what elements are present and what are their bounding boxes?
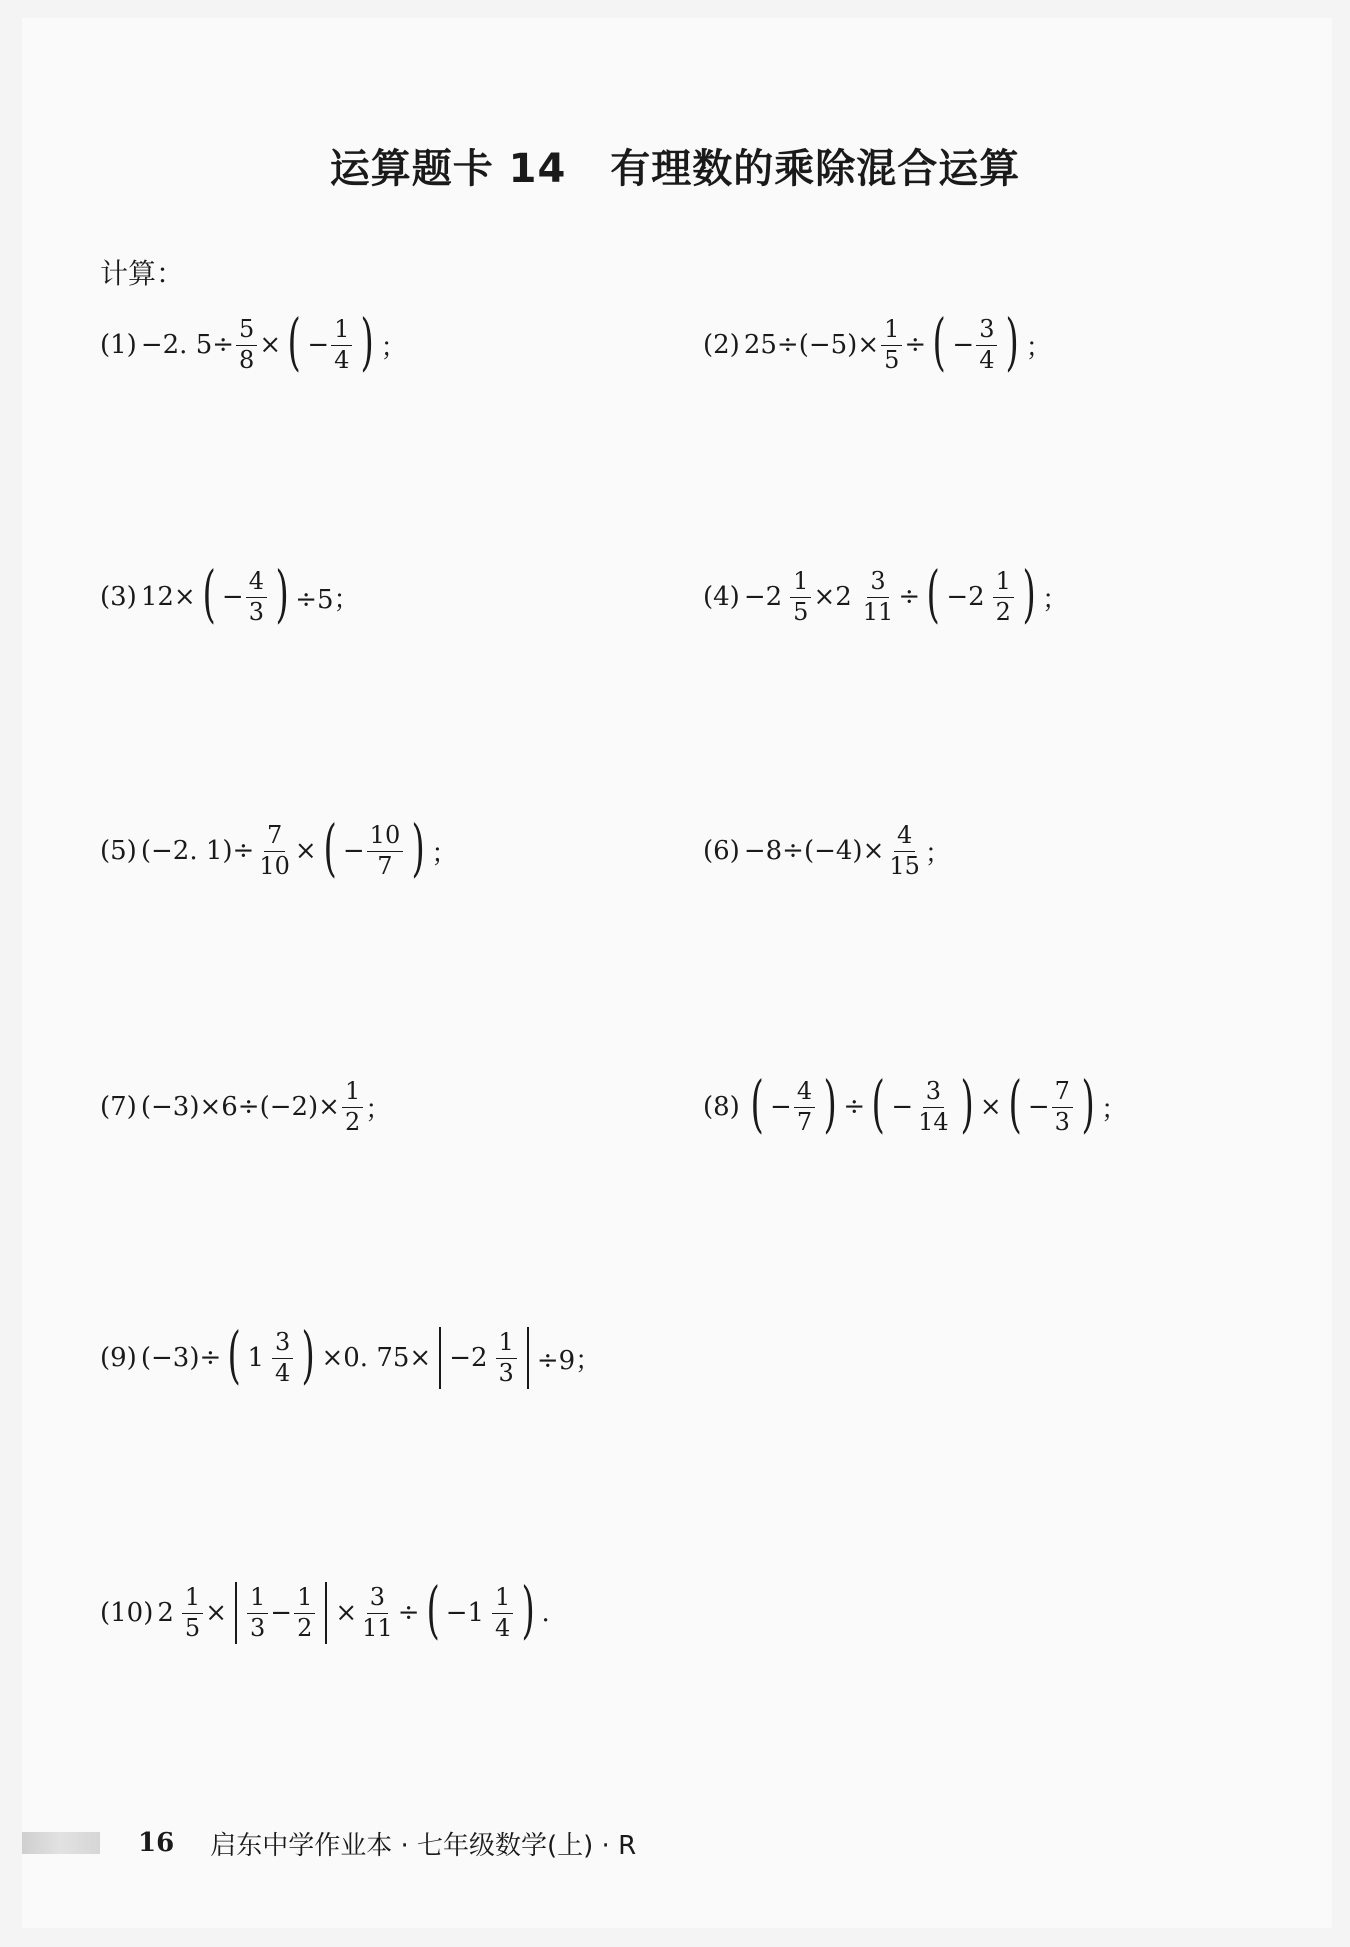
- fraction: $\frac{1}{2}$: [993, 569, 1014, 624]
- fraction: $\frac{3}{14}$: [918, 1077, 949, 1136]
- problem-4: (4) −2 $\frac{1}{5}$ ×2 $\frac{3}{11}$ ÷ ( −2 $\frac{1}{2}$ ) ；: [703, 557, 1069, 630]
- topic-label: 有理数的乘除混合运算: [610, 146, 1021, 192]
- fraction: $\frac{1}{2}$: [342, 1079, 363, 1134]
- problem-3: (3) 12× ( − $\frac{4}{3}$ ) ÷5；: [100, 557, 360, 630]
- problem-8: (8) ( − $\frac{4}{7}$ ) ÷ ( − $\frac{3}{14}$ ) × ( − $\frac{7}{3}$ ) ；: [703, 1067, 1128, 1140]
- card-label: 运算题卡 14: [329, 146, 567, 192]
- abs-bar: [325, 1582, 327, 1644]
- fraction: $\frac{1}{5}$: [790, 569, 811, 624]
- problem-9: (9) (−3)÷ ( 1 $\frac{3}{4}$ ) ×0. 75× −2 $\frac{1}{3}$ ÷9；: [100, 1318, 602, 1391]
- page-number: 16: [138, 1828, 175, 1858]
- fraction: $\frac{3}{4}$: [272, 1330, 293, 1385]
- fraction: $\frac{5}{8}$: [236, 317, 257, 372]
- abs-bar: [439, 1327, 441, 1389]
- fraction: $\frac{7}{10}$: [259, 821, 290, 880]
- problem-6: (6) −8÷(−4)× $\frac{4}{15}$ ；: [703, 821, 951, 880]
- fraction: $\frac{7}{3}$: [1052, 1079, 1073, 1134]
- problem-5: (5) (−2. 1)÷ $\frac{7}{10}$ × ( − $\frac{10}{7}$ ) ；: [100, 811, 458, 884]
- fraction: $\frac{1}{4}$: [331, 317, 352, 372]
- book-title: 启东中学作业本 · 七年级数学(上) · R: [210, 1830, 637, 1861]
- abs-bar: [527, 1327, 529, 1389]
- fraction: $\frac{1}{5}$: [182, 1585, 203, 1640]
- fraction: $\frac{3}{4}$: [976, 317, 997, 372]
- problem-7: (7) (−3)×6÷(−2)× $\frac{1}{2}$ ；: [100, 1077, 392, 1136]
- fraction: $\frac{1}{2}$: [294, 1585, 315, 1640]
- fraction: $\frac{10}{7}$: [367, 823, 404, 878]
- fraction: $\frac{4}{15}$: [889, 821, 920, 880]
- abs-bar: [235, 1582, 237, 1644]
- fraction: $\frac{1}{4}$: [492, 1585, 513, 1640]
- problem-2: (2) 25÷(−5)× $\frac{1}{5}$ ÷ ( − $\frac{3}{4}$ ) ；: [703, 305, 1052, 378]
- page-title: [0, 137, 1350, 194]
- fraction: $\frac{3}{11}$: [362, 1583, 393, 1642]
- fraction: $\frac{1}{3}$: [496, 1330, 517, 1385]
- fraction: $\frac{1}{5}$: [881, 317, 902, 372]
- page-footer: [22, 1823, 636, 1863]
- fraction: $\frac{4}{3}$: [246, 569, 267, 624]
- problem-1: (1) −2. 5÷ $\frac{5}{8}$ × ( − $\frac{1}{4}$ ) ；: [100, 305, 407, 378]
- instruction: 计算：: [100, 257, 185, 290]
- fraction: $\frac{3}{11}$: [862, 567, 894, 626]
- fraction: $\frac{4}{7}$: [794, 1079, 815, 1134]
- footer-tab: [22, 1832, 100, 1854]
- fraction: $\frac{1}{3}$: [247, 1585, 268, 1640]
- problem-10: (10) 2 $\frac{1}{5}$ × $\frac{1}{3}$ − $\frac{1}{2}$ × $\frac{3}{11}$ ÷ ( −1 $\frac{1}{4}$ ) .: [100, 1573, 550, 1646]
